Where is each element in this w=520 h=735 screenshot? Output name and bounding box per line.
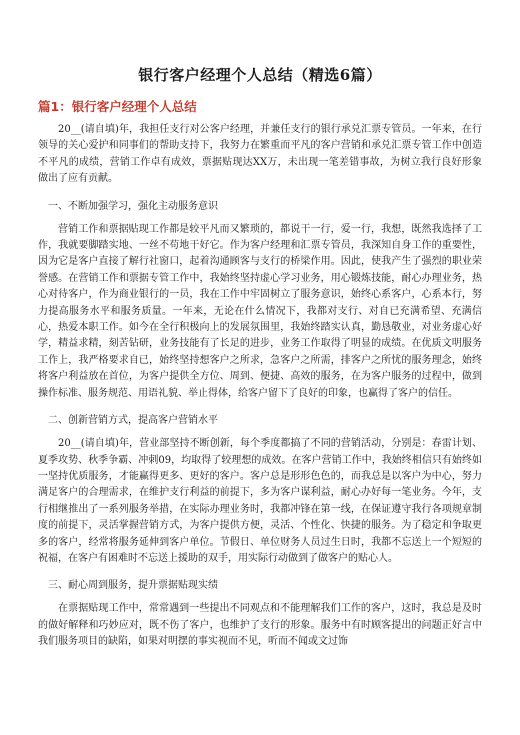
section-body-2: 20__(请自填)年，营业部坚持不断创新，每个季度都搞了不同的营销活动，分别是：春雷计划、夏季攻势、秋季争霸、冲刺09，均取得了较理想的成效。在客户营销工作中，我始终相信只有始终如一坚持优质服务，才能赢得更多、更好的客户。客户总是形形色色的，而我总是以客户为中心，努力满足客户的合理需求，在维护支行利益的前提下，多为客户谋利益，耐心办好每一笔业务。今年，支行相继推出了一系列服务举措，在实际办理业务时，我都冲锋在第一线，在保证遵守我行各项规章制度的前提下，灵活掌握营销方式，为客户提供方便，灵活、个性化、快捷的服务。为了稳定和争取更多的客户，经常将服务延伸到客户单位。节假日、单位财务人员过生日时，我都不忘送上一个短短的祝福，在客户有困难时不忘送上援助的双手，用实际行动做到了做客户的贴心人。 xyxy=(38,438,482,564)
section-heading-3: 三、耐心周到服务，提升票据贴现实绩 xyxy=(48,580,218,592)
section-heading-2: 二、创新营销方式，提高客户营销水平 xyxy=(48,415,218,427)
section-body-3: 在票据贴现工作中，常常遇到一些提出不同观点和不能理解我们工作的客户，这时，我总是及时的做好解释和巧妙应对，既不伤了客户，也维护了支行的形象。服务中有时顾客提出的问题正好言中我们服务项目的缺陷，如果对明摆的事实视而不见，听而不闻或文过饰 xyxy=(38,603,482,648)
section-body-1: 营销工作和票据贴现工作都是较平凡而又繁琐的，都说干一行，爱一行，我想，既然我选择了工作，我就要脚踏实地、一丝不苟地干好它。作为客户经理和汇票专管员，我深知自身工作的重要性，因为它是客户直接了解行社窗口，起着沟通顾客与支行的桥梁作用。因此，使我产生了强烈的职业荣誉感。在营销工作和票据专管工作中，我始终坚持虚心学习业务，用心锻炼技能，耐心办理业务，热心对待客户，作为商业银行的一员，我在工作中牢固树立了服务意识，始终心系客户，心系本行，努力提高服务水平和服务质量。一年来，无论在什么情况下，我都对支行、对自已充满希望、充满信心，热爱本职工作。如今在全行积极向上的发展氛围里，我始终踏实认真，勤恳敬业，对业务虚心好学，精益求精，刻苦钻研，业务技能有了长足的进步，业务工作取得了明显的成绩。在优质文明服务工作上，我严格要求自已，始终坚持想客户之所求，急客户之所需，排客户之所忧的服务理念，始终将客户利益放在首位，为客户提供全方位、周到、便捷、高效的服务，在为客户服务的过程中，做到操作标准、服务规范、用语礼貌、举止得体，给客户留下了良好的印象，也赢得了客户的信任。 xyxy=(38,223,482,399)
intro-paragraph: 20__(请自填)年，我担任支行对公客户经理，并兼任支行的银行承兑汇票专管员。一年来，在行领导的关心爱护和同事们的帮助支持下，我努力在繁重而平凡的客户营销和承兑汇票专管工作中创造不平凡的成绩，营销工作卓有成效，票据贴现达XX万，未出现一笔差错事故，为树立我行良好形象做出了应有贡献。 xyxy=(38,124,482,185)
document-title: 银行客户经理个人总结（精选6篇） xyxy=(138,66,382,84)
article-heading: 篇1：银行客户经理个人总结 xyxy=(38,99,197,114)
section-heading-1: 一、不断加强学习，强化主动服务意识 xyxy=(48,200,218,212)
